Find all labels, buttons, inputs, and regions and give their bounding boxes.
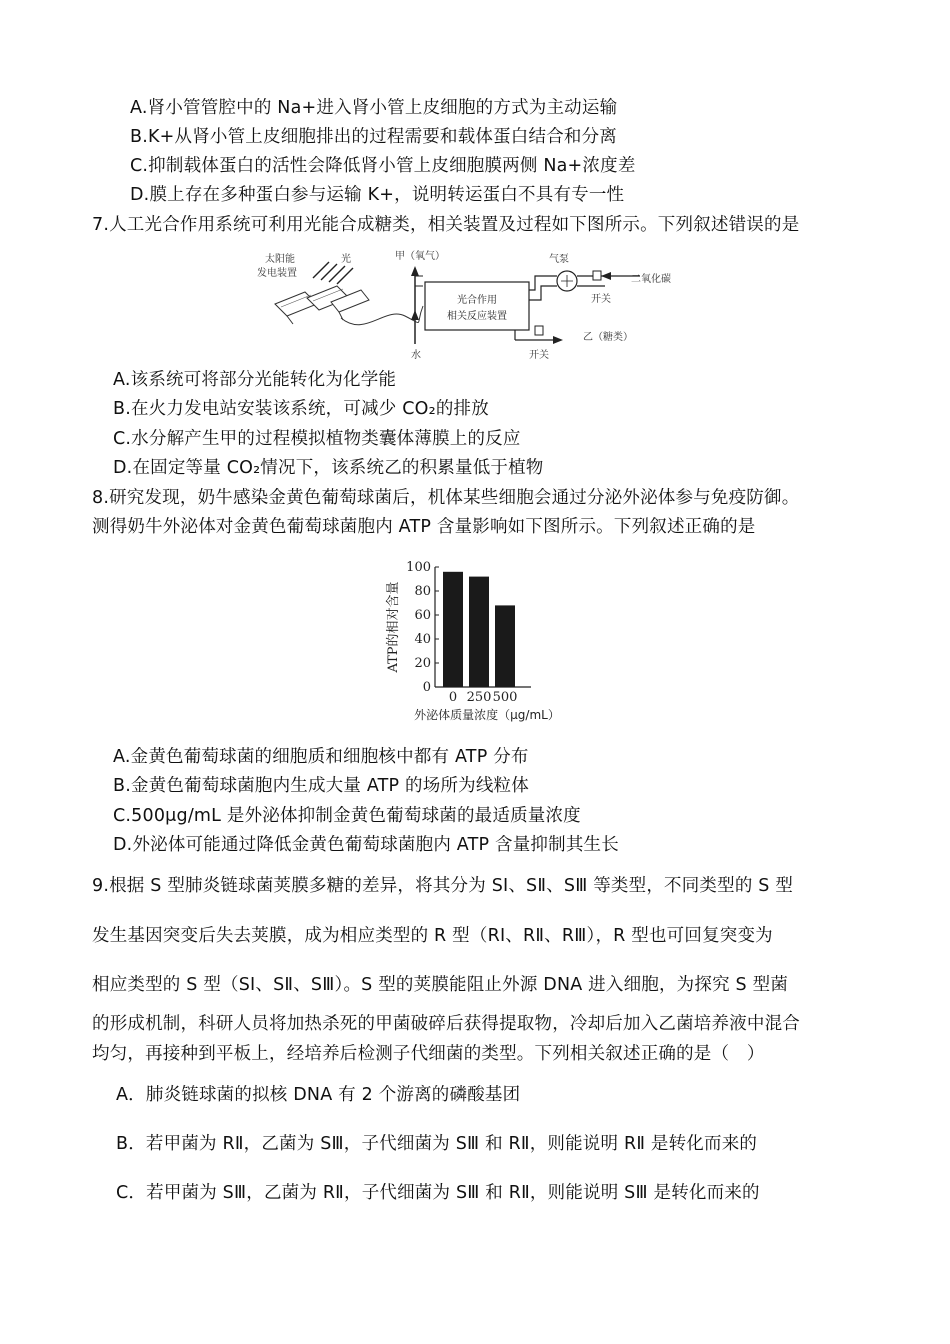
chart-ylabel: ATP的相对含量 [386, 581, 401, 673]
q9-option-a: A．肺炎链球菌的拟核 DNA 有 2 个游离的磷酸基团 [116, 1085, 521, 1105]
chart-y-tick-label: 100 [406, 560, 431, 575]
chart-xlabel: 外泌体质量浓度（μg/mL） [414, 708, 560, 722]
light-rays-icon [313, 262, 353, 284]
atp-bar-chart [375, 555, 595, 727]
q6-option-d: D.膜上存在多种蛋白参与运输 K+，说明转运蛋白不具有专一性 [130, 185, 625, 205]
box-label-2: 相关反应装置 [447, 311, 507, 322]
switch-top-label: 开关 [591, 294, 611, 305]
water-arrow-icon [411, 310, 419, 320]
sugar-arrow-icon [553, 336, 563, 344]
pump-label: 气泵 [549, 254, 569, 265]
q8-option-b: B.金黄色葡萄球菌胞内生成大量 ATP 的场所为线粒体 [113, 776, 529, 796]
q7-option-c: C.水分解产生甲的过程模拟植物类囊体薄膜上的反应 [113, 429, 521, 449]
q8-stem-1: 8.研究发现，奶牛感染金黄色葡萄球菌后，机体某些细胞会通过分泌外泌体参与免疫防御。 [92, 488, 800, 508]
solar-panel-icon [275, 286, 369, 324]
q7-option-d: D.在固定等量 CO₂情况下，该系统乙的积累量低于植物 [113, 458, 544, 478]
box-label-1: 光合作用 [457, 295, 497, 306]
yi-label: 乙（糖类） [583, 332, 633, 343]
co2-arrow-icon [601, 272, 611, 280]
q9-stem-line-1: 9.根据 S 型肺炎链球菌荚膜多糖的差异，将其分为 SⅠ、SⅡ、SⅢ 等类型，不同类型的 S 型 [92, 876, 794, 896]
q7-option-b: B.在火力发电站安装该系统，可减少 CO₂的排放 [113, 399, 489, 419]
q8-option-c: C.500μg/mL 是外泌体抑制金黄色葡萄球菌的最适质量浓度 [113, 806, 581, 826]
co2-label: 二氧化碳 [631, 274, 671, 285]
water-label: 水 [411, 350, 421, 361]
chart-x-tick-label: 500 [492, 690, 518, 705]
reaction-box [425, 282, 529, 330]
pipe-top [529, 276, 557, 290]
jia-label: 甲（氧气） [395, 251, 445, 262]
chart-x-tick-label: 0 [448, 690, 458, 705]
q9-stem-line-5: 均匀，再接种到平板上，经培养后检测子代细菌的类型。下列相关叙述正确的是（ ） [92, 1044, 765, 1064]
chart-y-tick-label: 80 [414, 584, 431, 599]
solar-label-2: 发电装置 [257, 268, 297, 279]
q9-stem-line-4: 的形成机制，科研人员将加热杀死的甲菌破碎后获得提取物，冷却后加入乙菌培养液中混合 [92, 1014, 800, 1034]
chart-y-tick-label: 40 [414, 632, 431, 647]
chart-bar-500 [495, 605, 515, 687]
switch-bottom-icon [535, 326, 543, 335]
q6-option-c: C.抑制载体蛋白的活性会降低肾小管上皮细胞膜两侧 Na+浓度差 [130, 156, 636, 176]
chart-bar-250 [469, 577, 489, 687]
q8-option-a: A.金黄色葡萄球菌的细胞质和细胞核中都有 ATP 分布 [113, 747, 529, 767]
chart-bar-0 [443, 572, 463, 687]
q7-diagram [245, 246, 675, 364]
chart-y-tick-label: 0 [422, 680, 431, 695]
switch-top-icon [593, 271, 601, 280]
switch-bottom-label: 开关 [529, 350, 549, 361]
oxygen-arrow-icon [411, 266, 419, 276]
q7-option-a: A.该系统可将部分光能转化为化学能 [113, 370, 397, 390]
chart-y-tick-label: 20 [414, 656, 431, 671]
q8-option-d: D.外泌体可能通过降低金黄色葡萄球菌胞内 ATP 含量抑制其生长 [113, 835, 619, 855]
wire [341, 306, 423, 325]
q9-option-b: B．若甲菌为 RⅡ，乙菌为 SⅢ，子代细菌为 SⅢ 和 RⅡ，则能说明 RⅡ 是转化而来的 [116, 1134, 758, 1154]
q7-stem: 7.人工光合作用系统可利用光能合成糖类，相关装置及过程如下图所示。下列叙述错误的是 [92, 215, 800, 235]
q9-stem-line-2: 发生基因突变后失去荚膜，成为相应类型的 R 型（RⅠ、RⅡ、RⅢ），R 型也可回复突变为 [92, 926, 773, 946]
chart-y-tick-label: 60 [414, 608, 431, 623]
q6-option-b: B.K+从肾小管上皮细胞排出的过程需要和载体蛋白结合和分离 [130, 127, 618, 147]
q9-stem-line-3: 相应类型的 S 型（SⅠ、SⅡ、SⅢ）。S 型的荚膜能阻止外源 DNA 进入细胞，为探究 S 型菌 [92, 975, 789, 995]
q6-option-a: A.肾小管管腔中的 Na+进入肾小管上皮细胞的方式为主动运输 [130, 98, 618, 118]
chart-x-tick-label: 250 [466, 690, 492, 705]
solar-label-1: 太阳能 [265, 254, 295, 265]
light-label: 光 [341, 254, 351, 265]
q9-option-c: C．若甲菌为 SⅢ，乙菌为 RⅡ，子代细菌为 SⅢ 和 RⅡ，则能说明 SⅢ 是转化而来的 [116, 1183, 760, 1203]
q8-stem-2: 测得奶牛外泌体对金黄色葡萄球菌胞内 ATP 含量影响如下图所示。下列叙述正确的是 [92, 517, 756, 537]
